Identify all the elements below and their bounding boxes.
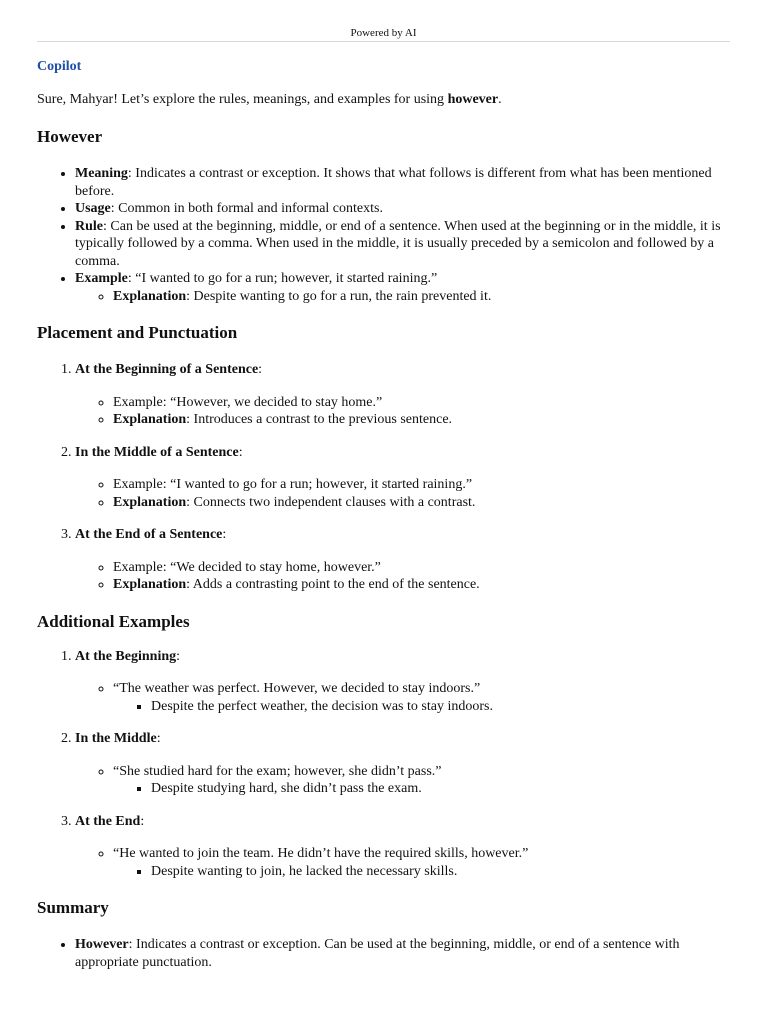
- sub-list: [75, 680, 730, 715]
- item-term: Usage: [75, 201, 111, 216]
- item-heading: At the Beginning: [75, 648, 177, 664]
- list-item: [75, 361, 730, 429]
- colon: :: [156, 731, 161, 746]
- list-item: ◦ Example: “We decided to stay home, however.”: [113, 559, 730, 577]
- sub-sub-list: [113, 698, 730, 716]
- list-item: [75, 730, 730, 798]
- list-item: [75, 526, 730, 594]
- list-item: ◦ Example: “I wanted to go for a run; however, it started raining.”: [113, 476, 730, 494]
- list-item: [113, 288, 730, 306]
- item-term: Explanation: [113, 288, 187, 304]
- colon: :: [176, 648, 181, 664]
- list-item: [113, 576, 730, 594]
- list-item: [113, 411, 730, 429]
- list-item: [113, 763, 730, 798]
- colon: :: [140, 813, 145, 829]
- intro-text: Sure, Mahyar! Let’s explore the rules, meanings, and examples for using: [37, 91, 448, 107]
- colon: :: [222, 527, 227, 542]
- assistant-name: Copilot: [37, 59, 82, 74]
- placement-list: [37, 361, 730, 594]
- sub-list: [75, 476, 730, 511]
- item-text: : Despite wanting to go for a run, the rain prevented it.: [186, 288, 492, 304]
- section-title-placement: Placement and Punctuation: [37, 323, 238, 342]
- item-heading: At the End: [75, 813, 141, 829]
- page-header: Powered by AI: [37, 26, 730, 42]
- colon: :: [258, 362, 263, 377]
- item-term: Explanation: [113, 577, 187, 592]
- item-text: : Adds a contrasting point to the end of the sentence.: [186, 577, 480, 592]
- item-text: : Connects two independent clauses with a contrast.: [186, 494, 476, 510]
- sub-list: [75, 288, 730, 306]
- list-item: [75, 936, 730, 971]
- however-list: [37, 165, 730, 305]
- list-item: [75, 218, 730, 271]
- item-heading: At the End of a Sentence: [75, 527, 223, 542]
- example-quote: “He wanted to join the team. He didn’t have the required skills, however.”: [113, 846, 529, 861]
- sub-list: [75, 763, 730, 798]
- section-title-however: However: [37, 127, 103, 146]
- list-item: [75, 165, 730, 200]
- list-item: [75, 270, 730, 305]
- list-item: [75, 813, 730, 881]
- sub-list: [75, 845, 730, 880]
- sub-sub-list: [113, 863, 730, 881]
- item-text: : Common in both formal and informal contexts.: [110, 201, 383, 216]
- item-heading: In the Middle: [75, 731, 157, 746]
- item-heading: At the Beginning of a Sentence: [75, 362, 259, 377]
- list-item: [75, 200, 730, 218]
- example-quote: “The weather was perfect. However, we decided to stay indoors.”: [113, 681, 481, 696]
- item-term: However: [75, 937, 129, 952]
- examples-list: [37, 648, 730, 881]
- list-item: [75, 444, 730, 512]
- item-term: Rule: [75, 218, 103, 234]
- section-title-summary: Summary: [37, 898, 109, 917]
- intro-paragraph: [37, 91, 730, 109]
- section-title-additional-examples: Additional Examples: [37, 611, 190, 631]
- colon: :: [238, 444, 243, 460]
- intro-end: .: [498, 91, 502, 107]
- list-item: [113, 845, 730, 880]
- list-item: ▪ Despite wanting to join, he lacked the necessary skills.: [151, 863, 730, 881]
- sub-sub-list: [113, 780, 730, 798]
- summary-list: [37, 936, 730, 971]
- item-text: : “I wanted to go for a run; however, it started raining.”: [127, 271, 438, 286]
- item-text: : Indicates a contrast or exception. It shows that what follows is different from what has been mentioned before.: [75, 166, 712, 199]
- item-text: : Introduces a contrast to the previous sentence.: [186, 412, 453, 427]
- item-term: Example: [75, 271, 128, 286]
- item-term: Explanation: [113, 494, 187, 510]
- item-text: : Indicates a contrast or exception. Can be used at the beginning, middle, or end of a sentence with appropriate punctuation.: [75, 937, 680, 970]
- list-item: [113, 494, 730, 512]
- response-content: [37, 58, 730, 971]
- list-item: ▪ Despite studying hard, she didn’t pass the exam.: [151, 780, 730, 798]
- example-quote: “She studied hard for the exam; however, she didn’t pass.”: [113, 763, 442, 779]
- list-item: [113, 680, 730, 715]
- item-term: Meaning: [75, 166, 128, 181]
- list-item: ▪ Despite the perfect weather, the decision was to stay indoors.: [151, 698, 730, 716]
- list-item: [75, 648, 730, 716]
- item-heading: In the Middle of a Sentence: [75, 444, 239, 460]
- sub-list: [75, 394, 730, 429]
- item-text: : Can be used at the beginning, middle, or end of a sentence. When used at the beginning or in the middle, it is typically followed by a comma. When used in the middle, it is usually preceded by a semicolon and followed by a comma.: [75, 218, 721, 269]
- sub-list: [75, 559, 730, 594]
- list-item: ◦ Example: “However, we decided to stay home.”: [113, 394, 730, 412]
- item-term: Explanation: [113, 412, 187, 427]
- intro-keyword: however: [447, 91, 499, 107]
